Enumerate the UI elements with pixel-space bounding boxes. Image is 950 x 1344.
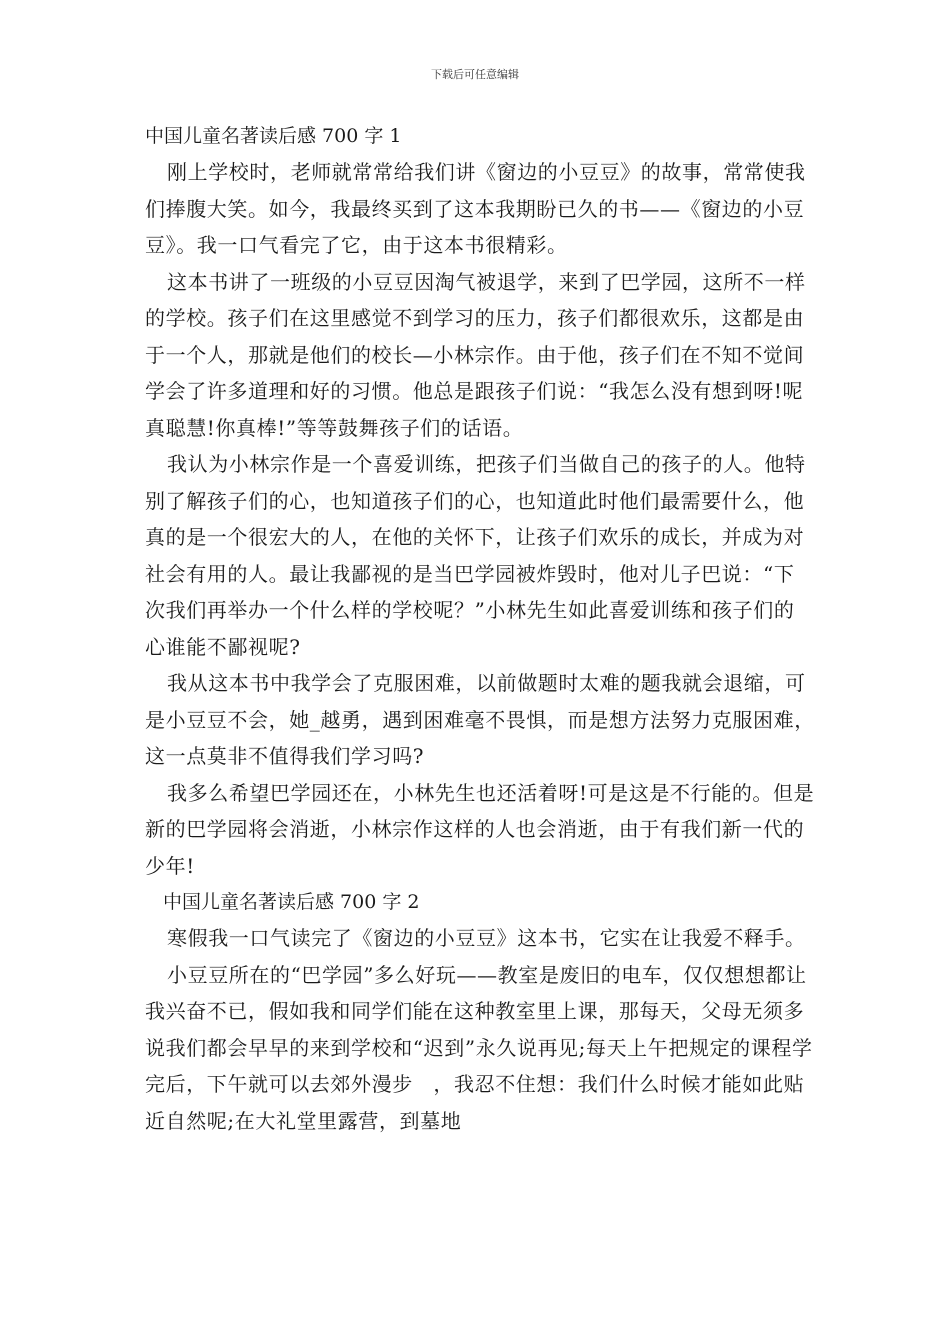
paragraph: 寒假我一口气读完了《窗边的小豆豆》这本书，它实在让我爱不释手。: [167, 926, 806, 950]
paragraph: 小豆豆所在的“巴学园”多么好玩——教室是废旧的电车，仅仅想想都让我兴奋不已，假如我和同学们能在这种教室里上课，那每天，父母无须多说我们都会早早的来到学校和“迟到”永久说再见;每天上午把规定的课程学完后，下午就可以去郊外漫步 ，我忍不住想：我们什么时候才能如此贴近自然呢;在大礼堂里露营，到墓地: [145, 962, 813, 1133]
document-body: [145, 118, 815, 1139]
paragraph: 我认为小林宗作是一个喜爱训练，把孩子们当做自己的孩子的人。他特别了解孩子们的心，也知道孩子们的心，也知道此时他们最需要什么，他真的是一个很宏大的人，在他的关怀下，让孩子们欢乐的成长，并成为对社会有用的人。最让我鄙视的是当巴学园被炸毁时，他对儿子巴说：“下次我们再举办一个什么样的学校呢？”小林先生如此喜爱训练和孩子们的心谁能不鄙视呢?: [145, 452, 806, 659]
paragraph: 我从这本书中我学会了克服困难，以前做题时太难的题我就会退缩，可是小豆豆不会，她_越勇，遇到困难毫不畏惧，而是想方法努力克服困难，这一点莫非不值得我们学习吗?: [145, 671, 815, 768]
paragraph: 刚上学校时，老师就常常给我们讲《窗边的小豆豆》的故事，常常使我们捧腹大笑。如今，我最终买到了这本我期盼已久的书——《窗边的小豆豆》。我一口气看完了它，由于这本书很精彩。: [145, 160, 806, 257]
paragraph: 这本书讲了一班级的小豆豆因淘气被退学，来到了巴学园，这所不一样的学校。孩子们在这里感觉不到学习的压力，孩子们都很欢乐，这都是由于一个人，那就是他们的校长—小林宗作。由于他，孩子们在不知不觉间学会了许多道理和好的习惯。他总是跟孩子们说：“我怎么没有想到呀!呢真聪慧!你真棒!”等等鼓舞孩子们的话语。: [145, 269, 806, 440]
header-note: 下载后可任意编辑: [431, 68, 519, 81]
section-title-2: 中国儿童名著读后感 700 字 2: [163, 891, 420, 913]
paragraph: 我多么希望巴学园还在，小林先生也还活着呀!可是这是不行能的。但是新的巴学园将会消逝，小林宗作这样的人也会消逝，由于有我们新一代的少年!: [145, 780, 815, 878]
section-title-1: 中国儿童名著读后感 700 字 1: [145, 125, 402, 147]
